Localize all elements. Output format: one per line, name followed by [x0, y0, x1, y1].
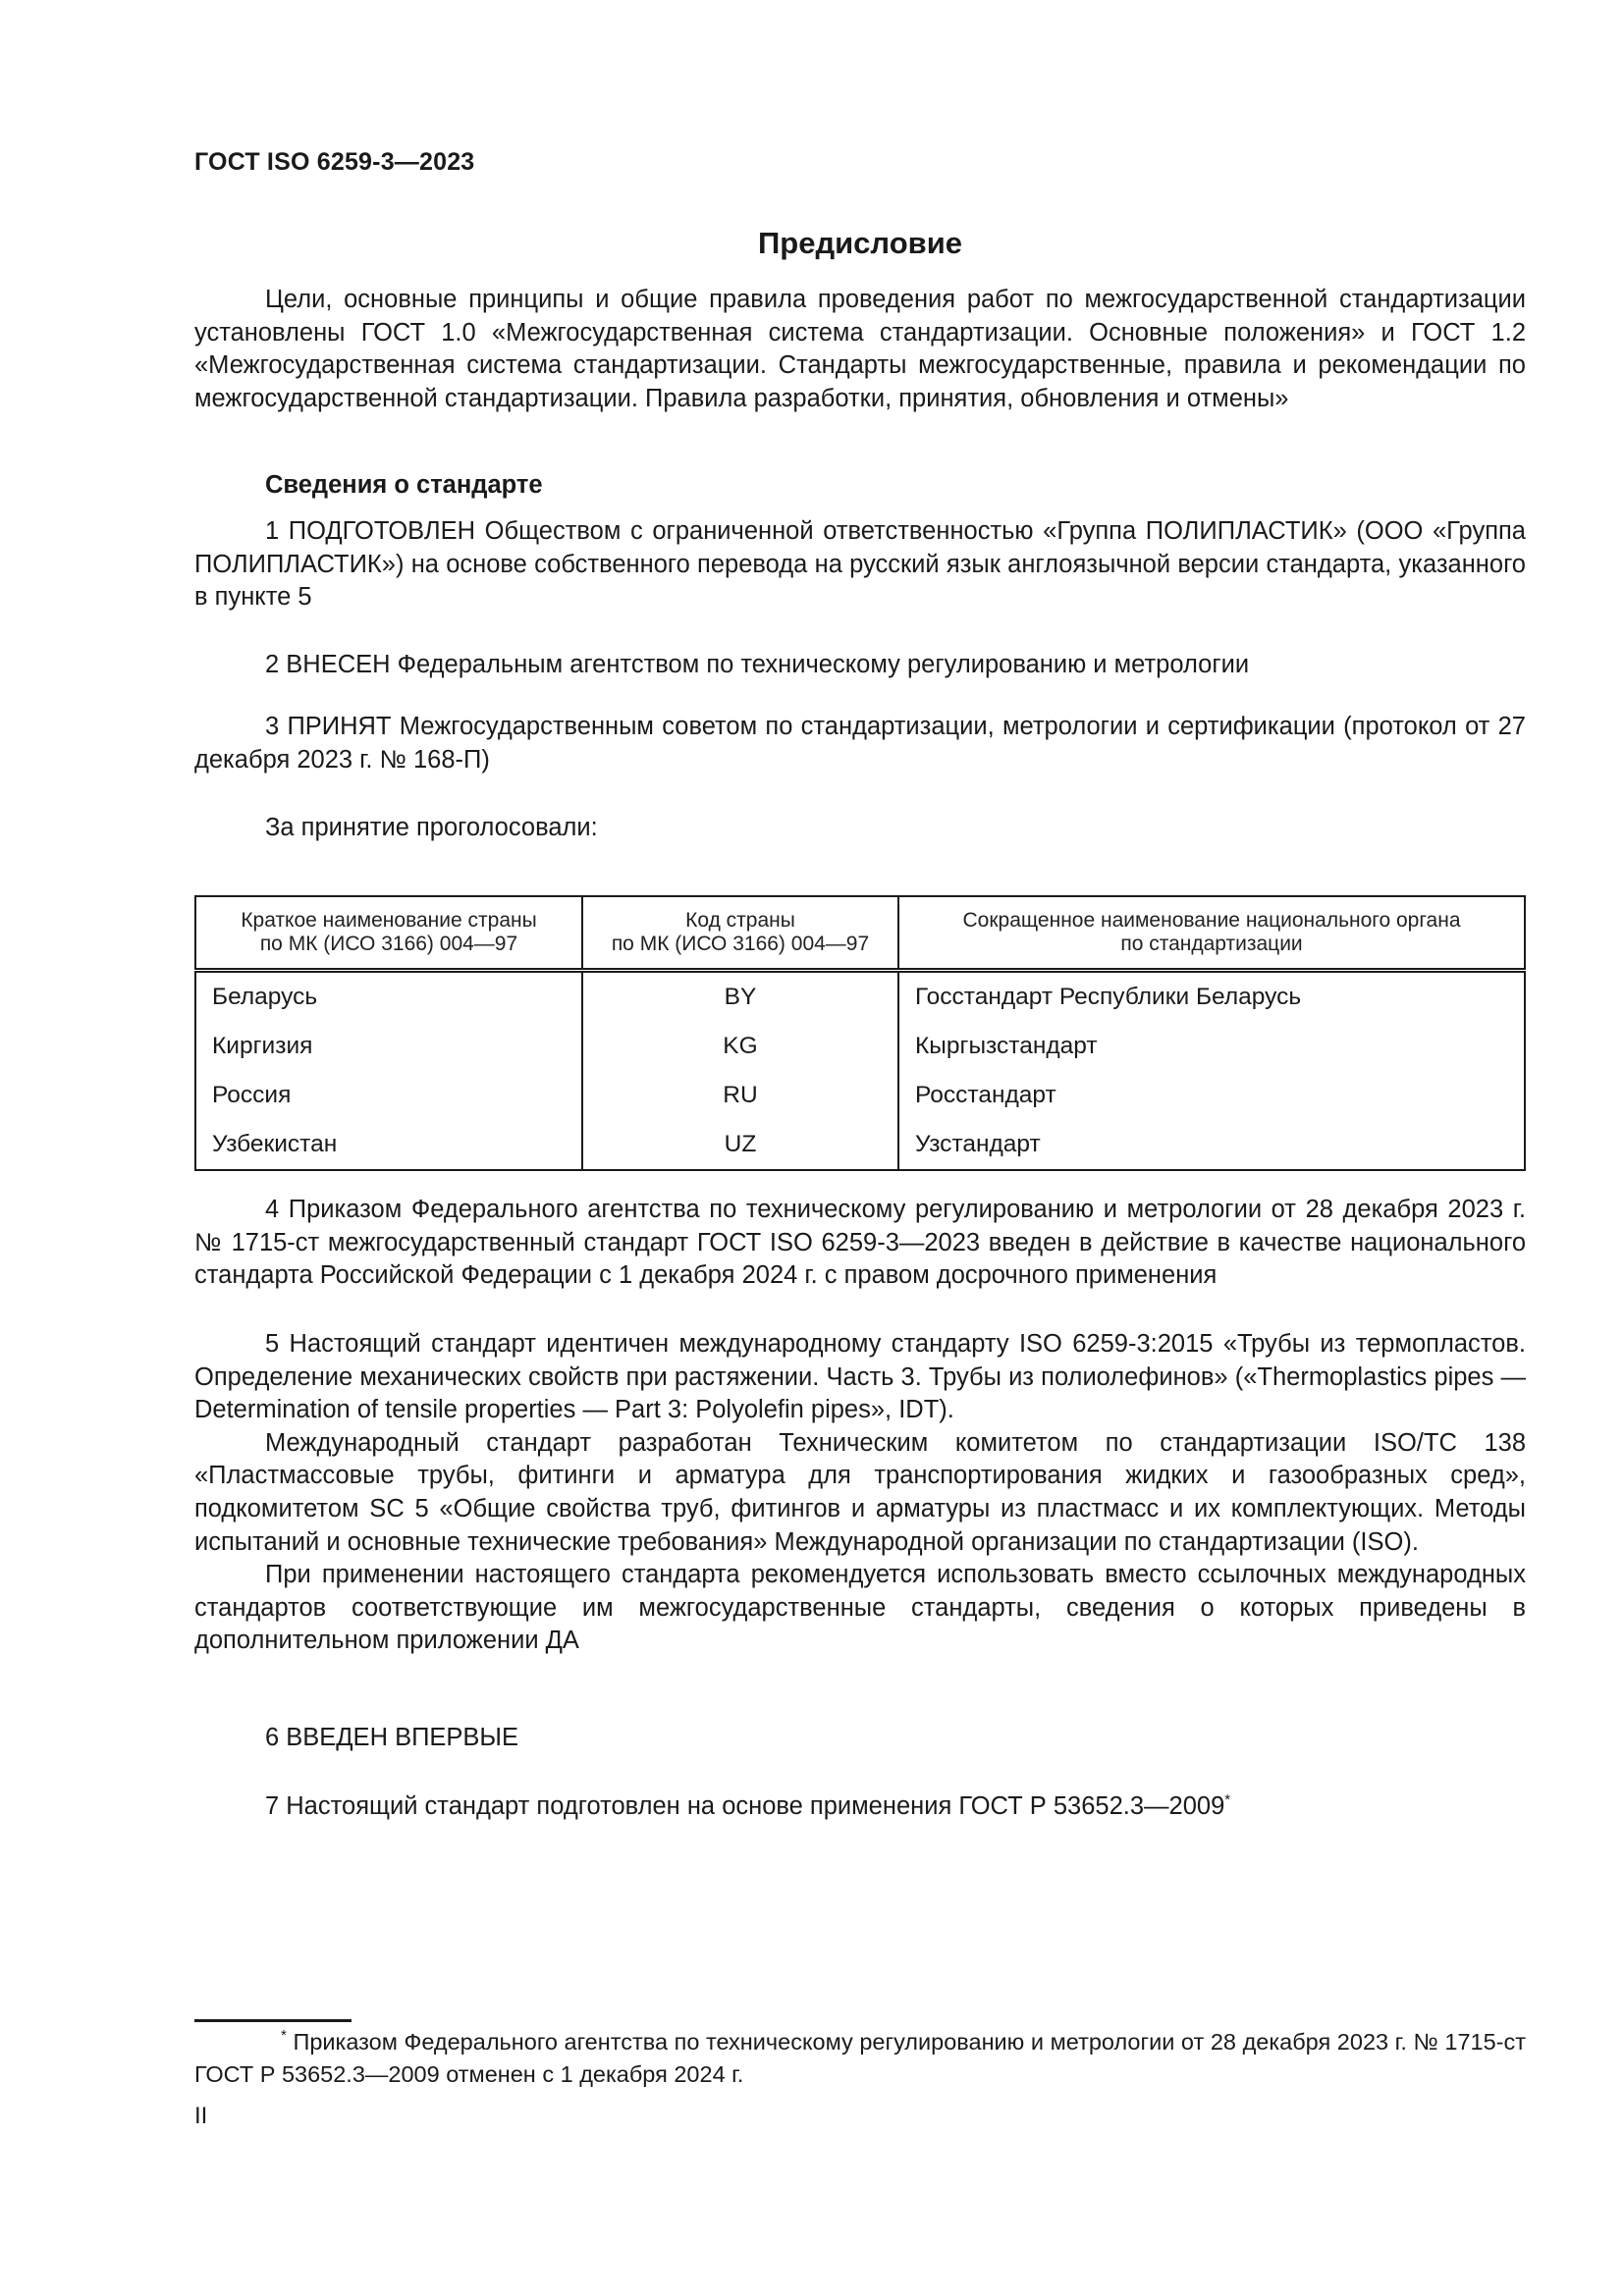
header-line: Сокращенное наименование национального органа — [962, 909, 1461, 932]
item-5-paragraph: Международный стандарт разработан Техническим комитетом по стандартизации ISO/TC 138 «Пластмассовые трубы, фитинги и арматура для транспортирования жидких и газообразных сред», подкомитетом SC 5 «Общие свойства труб, фитингов и арматуры из пластмасс и их комплектующих. Методы испытаний и основные технические требования» Международной организации по стандартизации (ISO). — [194, 1428, 1526, 1556]
item-3 — [194, 711, 1526, 776]
item-7 — [265, 1792, 1230, 1821]
code-cell: RU — [582, 1071, 898, 1120]
header-line: Краткое наименование страны — [241, 909, 537, 932]
table-row — [195, 1120, 1525, 1170]
code-cell: BY — [582, 971, 898, 1023]
item-6: 6 ВВЕДЕН ВПЕРВЫЕ — [265, 1724, 519, 1751]
country-cell: Узбекистан — [195, 1120, 582, 1170]
item-4 — [194, 1194, 1526, 1293]
column-header-code — [582, 896, 898, 971]
item-1-text: 1 ПОДГОТОВЛЕН Обществом с ограниченной ответственностью «Группа ПОЛИПЛАСТИК» (ООО «Группа ПОЛИПЛАСТИК») на основе собственного перевода на русский язык англоязычной версии стандарта, указанного в пункте 5 — [194, 517, 1526, 612]
table-row — [195, 1022, 1525, 1071]
body-cell: Узстандарт — [898, 1120, 1525, 1170]
table-row — [195, 971, 1525, 1023]
code-cell: KG — [582, 1022, 898, 1071]
table-header-row — [195, 896, 1525, 971]
header-line: Код страны — [685, 909, 795, 932]
item-2: 2 ВНЕСЕН Федеральным агентством по техническому регулированию и метрологии — [265, 651, 1250, 678]
item-5-paragraph: 5 Настоящий стандарт идентичен международному стандарту ISO 6259-3:2015 «Трубы из термопластов. Определение механических свойств при растяжении. Часть 3. Трубы из полиолефинов» («Thermoplastics pipes — Determination of tensile properties — Part 3: Polyolefin pipes», IDT). — [194, 1330, 1526, 1424]
footnote-divider — [194, 2019, 352, 2022]
intro-text: Цели, основные принципы и общие правила проведения работ по межгосударственной стандартизации установлены ГОСТ 1.0 «Межгосударственная система стандартизации. Основные положения» и ГОСТ 1.2 «Межгосударственная система стандартизации. Стандарты межгосударственные, правила и рекомендации по межгосударственной стандартизации. Правила разработки, принятия, обновления и отмены» — [194, 286, 1526, 412]
header-line: по МК (ИСО 3166) 004—97 — [259, 933, 518, 955]
item-4-text: 4 Приказом Федерального агентства по техническому регулированию и метрологии от 28 декабря 2023 г. № 1715-ст межгосударственный стандарт ГОСТ ISO 6259-3—2023 введен в действие в качестве национального стандарта Российской Федерации с 1 декабря 2024 г. с правом досрочного применения — [194, 1196, 1526, 1290]
intro-paragraph — [194, 284, 1526, 415]
body-cell: Кыргызстандарт — [898, 1022, 1525, 1071]
page-title: Предисловие — [757, 226, 962, 260]
column-header-country — [195, 896, 582, 971]
header-line: по МК (ИСО 3166) 004—97 — [611, 933, 870, 955]
item-7-text: 7 Настоящий стандарт подготовлен на основе применения ГОСТ Р 53652.3—2009 — [265, 1792, 1225, 1820]
section-subheading: Сведения о стандарте — [265, 471, 543, 499]
table-row — [195, 1071, 1525, 1120]
body-cell: Госстандарт Республики Беларусь — [898, 971, 1525, 1023]
body-cell: Росстандарт — [898, 1071, 1525, 1120]
document-page — [194, 0, 1526, 2296]
item-5-paragraph: При применении настоящего стандарта рекомендуется использовать вместо ссылочных международных стандартов соответствующие им межгосударственные стандарты, сведения о которых приведены в дополнительном приложении ДА — [194, 1561, 1526, 1655]
document-header: ГОСТ ISO 6259-3—2023 — [194, 148, 475, 176]
item-1 — [194, 515, 1526, 614]
footnote-mark: * — [281, 2027, 287, 2044]
page-number: II — [194, 2103, 208, 2129]
country-cell: Россия — [195, 1071, 582, 1120]
item-5 — [194, 1328, 1526, 1658]
header-line: по стандартизации — [1120, 933, 1303, 955]
column-header-body — [898, 896, 1525, 971]
footnote — [194, 2026, 1526, 2091]
code-cell: UZ — [582, 1120, 898, 1170]
country-cell: Беларусь — [195, 971, 582, 1023]
footnote-reference: * — [1224, 1791, 1231, 1808]
item-3-text: 3 ПРИНЯТ Межгосударственным советом по стандартизации, метрологии и сертификации (протокол от 27 декабря 2023 г. № 168-П) — [194, 713, 1526, 774]
country-cell: Киргизия — [195, 1022, 582, 1071]
voted-label: За принятие проголосовали: — [265, 814, 598, 841]
footnote-text: Приказом Федерального агентства по техническому регулированию и метрологии от 28 декабря 2023 г. № 1715-ст ГОСТ Р 53652.3—2009 отменен с 1 декабря 2024 г. — [194, 2029, 1527, 2087]
countries-table — [194, 895, 1526, 1171]
